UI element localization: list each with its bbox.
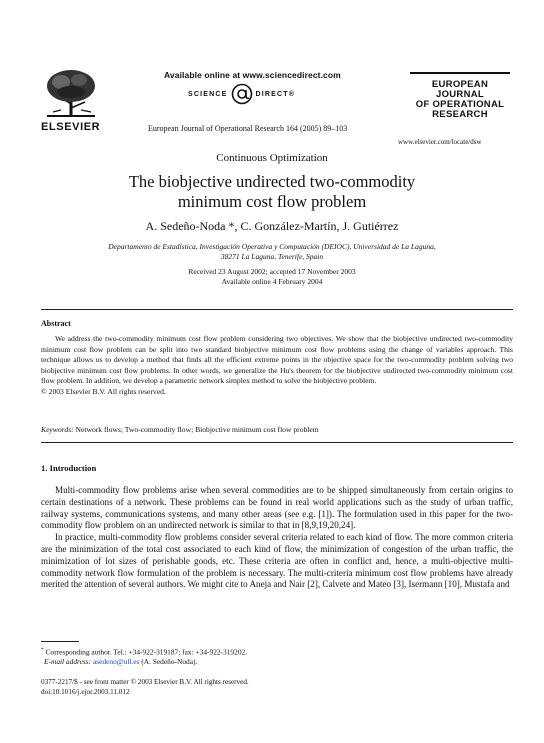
body-paragraph: Multi-commodity flow problems arise when several commodities are to be shipped simultaneously from certain origins to certain destinations of a network. These problems can be found in real world applications such as the study of urban traffic, railway systems, communications systems, and many other areas (see e.g. [1]). The formulation used in this paper for the two-commodity flow problem on an undirected network is similar to that in [8,9,19,20,24]. bbox=[41, 485, 513, 531]
keywords bbox=[41, 425, 513, 434]
abstract-top-rule bbox=[41, 309, 513, 310]
bottom-info bbox=[41, 677, 249, 697]
affiliation-line: 38271 La Laguna, Tenerife, Spain bbox=[220, 252, 324, 261]
sciencedirect-right-word: DIRECT® bbox=[255, 90, 296, 98]
sciencedirect-logo bbox=[188, 82, 295, 106]
abstract-heading: Abstract bbox=[41, 319, 71, 328]
section-name: Continuous Optimization bbox=[216, 152, 328, 164]
abstract-paragraph: We address the two-commodity minimum cost flow problem considering two objectives. We show that the biobjective undirected two-commodity minimum cost flow problem can be split into two standard biobjective minimum cost flow problems using the change of variables approach. This technique allows us to develop a method that finds all the efficient extreme points in the objective space for the two-commodity problem solving two biobjective minimum cost flow problems. In other words, we generalize the Hu's theorem for the biobjective undirected two-commodity minimum cost flow problem. In addition, we develop a parametric network simplex method to solve the biobjective problem. bbox=[41, 334, 513, 386]
title-line: minimum cost flow problem bbox=[177, 192, 367, 211]
sciencedirect-left-word: SCIENCE bbox=[188, 90, 228, 98]
footnote-mark: * bbox=[41, 647, 44, 653]
email-owner: (A. Sedeño-Noda). bbox=[141, 657, 198, 667]
journal-url: www.elsevier.com/locate/dsw bbox=[398, 138, 482, 146]
footnote-rule bbox=[41, 641, 79, 642]
abstract-text bbox=[41, 334, 513, 398]
journal-citation: European Journal of Operational Research 164 (2005) 89–103 bbox=[148, 124, 348, 133]
authors: A. Sedeño-Noda *, C. González-Martín, J. Gutiérrez bbox=[145, 219, 399, 233]
footnote bbox=[41, 645, 513, 667]
body-paragraph: In practice, multi-commodity flow problems consider several criteria related to each kind of flow. The more common criteria are the minimization of the total cost associated to each kind of flow, the minimization of congestion of the urban traffic, the minimization of lot sizes of perishable goods, etc. These criteria are often in conflict and, hence, a multi-objective multi-commodity network flow formulation of the problem is necessary. The multi-criteria minimum cost flow problems have already merited the attention of several authors. We might cite to Aneja and Nair [2], Calvete and Mateo [3], Isermann [10], Mustafa and bbox=[41, 532, 513, 590]
corresponding-author-note bbox=[41, 645, 513, 657]
available-online-text: Available online at www.sciencedirect.com bbox=[164, 70, 341, 80]
at-sign-icon bbox=[231, 83, 253, 105]
journal-logo-line: RESEARCH bbox=[432, 109, 488, 120]
doi-line: doi:10.1016/j.ejor.2003.11.012 bbox=[41, 688, 130, 696]
journal-logo-line: JOURNAL bbox=[435, 89, 485, 100]
section-heading: 1. Introduction bbox=[41, 463, 97, 473]
journal-logo-bar bbox=[410, 72, 510, 74]
title-line: The biobjective undirected two-commodity bbox=[128, 172, 416, 191]
corresponding-author-text: Corresponding author. Tel.: +34-922-319187; fax: +34-922-319202. bbox=[45, 647, 248, 657]
keywords-label: Keywords: bbox=[41, 425, 74, 434]
email-link[interactable]: asedeno@ull.es bbox=[93, 657, 140, 667]
journal-logo-line: EUROPEAN bbox=[431, 79, 489, 90]
elsevier-tree-logo bbox=[41, 66, 101, 118]
article-dates bbox=[0, 267, 544, 287]
keywords-list: Network flows; Two-commodity flow; Biobjective minimum cost flow problem bbox=[75, 425, 319, 434]
received-date: Received 23 August 2002; accepted 17 November 2003 bbox=[188, 267, 356, 276]
affiliation-line: Departamento de Estadística, Investigación Operativa y Computación (DEIOC), Universidad de La Laguna, bbox=[108, 242, 436, 251]
journal-logo-line: OF OPERATIONAL bbox=[415, 99, 505, 110]
publisher-name: ELSEVIER bbox=[41, 121, 101, 133]
article-title bbox=[0, 172, 544, 212]
available-date: Available online 4 February 2004 bbox=[221, 277, 323, 286]
issn-line: 0377-2217/$ - see front matter © 2003 Elsevier B.V. All rights reserved. bbox=[41, 678, 249, 686]
journal-logo bbox=[405, 80, 515, 120]
email-line bbox=[41, 657, 513, 667]
introduction-body bbox=[41, 485, 513, 591]
affiliation bbox=[60, 242, 484, 262]
abstract-bottom-rule bbox=[41, 442, 513, 443]
email-label: E-mail address: bbox=[44, 657, 92, 667]
abstract-copyright: © 2003 Elsevier B.V. All rights reserved. bbox=[41, 386, 166, 396]
